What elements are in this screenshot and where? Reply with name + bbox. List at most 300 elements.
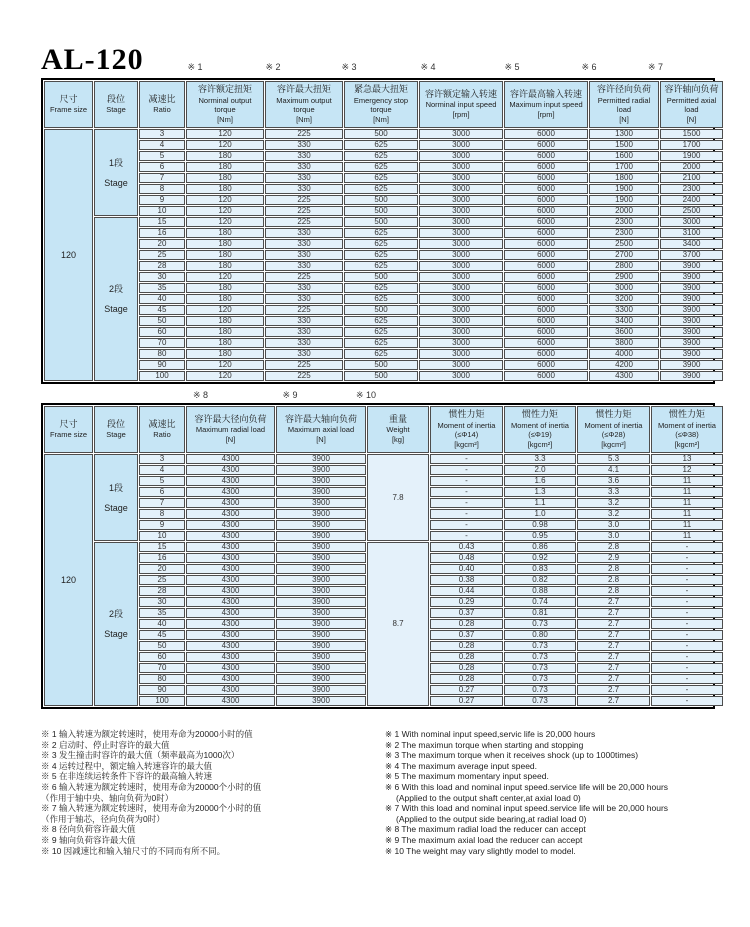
- value-cell: 0.43: [430, 542, 503, 552]
- value-cell: 0.27: [430, 696, 503, 706]
- ratio-cell: 6: [139, 162, 185, 172]
- column-header: 容许径向负荷 Permitted radial load [N]: [589, 81, 659, 128]
- value-cell: 225: [265, 217, 343, 227]
- value-cell: 2300: [589, 228, 659, 238]
- value-cell: 0.73: [504, 674, 576, 684]
- value-cell: 4300: [186, 619, 275, 629]
- stage-cell: 1段 Stage: [94, 454, 138, 541]
- value-cell: 3000: [660, 217, 723, 227]
- value-cell: 625: [344, 162, 418, 172]
- value-cell: 1900: [660, 151, 723, 161]
- value-cell: 180: [186, 239, 264, 249]
- ref-mark: ※ 10: [355, 390, 377, 400]
- value-cell: 4300: [186, 674, 275, 684]
- value-cell: 225: [265, 305, 343, 315]
- value-cell: 1.1: [504, 498, 576, 508]
- value-cell: 0.88: [504, 586, 576, 596]
- value-cell: 3000: [419, 162, 503, 172]
- note-line: ※ 8 The maximum radial load the reducer can accept: [385, 824, 586, 835]
- value-cell: 625: [344, 239, 418, 249]
- value-cell: 625: [344, 184, 418, 194]
- ratio-cell: 80: [139, 349, 185, 359]
- value-cell: 6000: [504, 349, 588, 359]
- value-cell: 0.28: [430, 652, 503, 662]
- value-cell: 6000: [504, 184, 588, 194]
- ref-mark: ※ 3: [341, 62, 357, 72]
- value-cell: -: [651, 553, 723, 563]
- value-cell: 4300: [186, 630, 275, 640]
- note-line: ※ 9 The maximum axial load the reducer can accept: [385, 834, 583, 845]
- note-line: ※ 7 With this load and nominal input speed.service life will be 20,000 hours: [385, 803, 669, 814]
- value-cell: 0.44: [430, 586, 503, 596]
- value-cell: 3900: [276, 663, 366, 673]
- value-cell: 3900: [276, 575, 366, 585]
- value-cell: 330: [265, 140, 343, 150]
- value-cell: 225: [265, 195, 343, 205]
- ratio-cell: 45: [139, 630, 185, 640]
- value-cell: 3000: [419, 250, 503, 260]
- value-cell: 0.82: [504, 575, 576, 585]
- value-cell: 3900: [660, 360, 723, 370]
- note-line: ※ 6 输入转速为额定转速时，使用寿命为20000个小时的值: [41, 781, 262, 792]
- value-cell: -: [651, 597, 723, 607]
- value-cell: 6000: [504, 228, 588, 238]
- value-cell: 180: [186, 250, 264, 260]
- frame-size-cell: 120: [44, 129, 93, 381]
- value-cell: 180: [186, 316, 264, 326]
- value-cell: 500: [344, 272, 418, 282]
- value-cell: 500: [344, 371, 418, 381]
- value-cell: 0.73: [504, 696, 576, 706]
- ratio-cell: 16: [139, 553, 185, 563]
- value-cell: 11: [651, 498, 723, 508]
- column-header: 容许额定输入转速 Norminal input speed [rpm]: [419, 81, 503, 128]
- ref-mark: ※ 5: [504, 62, 520, 72]
- value-cell: 180: [186, 228, 264, 238]
- value-cell: 0.92: [504, 553, 576, 563]
- value-cell: 0.28: [430, 663, 503, 673]
- value-cell: 180: [186, 184, 264, 194]
- value-cell: 3.0: [577, 531, 650, 541]
- value-cell: 2.7: [577, 652, 650, 662]
- value-cell: 3100: [660, 228, 723, 238]
- value-cell: 180: [186, 261, 264, 271]
- value-cell: 3900: [660, 283, 723, 293]
- value-cell: 3000: [419, 272, 503, 282]
- value-cell: 1300: [589, 129, 659, 139]
- value-cell: 330: [265, 294, 343, 304]
- weight-cell: 7.8: [367, 454, 429, 541]
- column-header: 重量 Weight [kg]: [367, 406, 429, 453]
- value-cell: 4300: [186, 597, 275, 607]
- value-cell: 4200: [589, 360, 659, 370]
- value-cell: -: [651, 696, 723, 706]
- column-header: 惯性力矩 Moment of inertia (≤Φ19) [kgcm²]: [504, 406, 576, 453]
- value-cell: 3000: [419, 217, 503, 227]
- value-cell: 2.7: [577, 674, 650, 684]
- value-cell: 2.8: [577, 564, 650, 574]
- column-header: 紧急最大扭矩 Emergency stop torque [Nm]: [344, 81, 418, 128]
- value-cell: 3900: [276, 597, 366, 607]
- ratio-cell: 9: [139, 195, 185, 205]
- value-cell: 3000: [419, 129, 503, 139]
- value-cell: 1500: [589, 140, 659, 150]
- value-cell: 330: [265, 316, 343, 326]
- note-line: ※ 3 The maximum torque when it receives shock (up to 1000times): [385, 750, 639, 761]
- value-cell: 3900: [276, 641, 366, 651]
- value-cell: 4300: [186, 652, 275, 662]
- note-line: ※ 10 The weight may vary slightly model to model.: [385, 845, 576, 856]
- value-cell: 3900: [660, 272, 723, 282]
- value-cell: 120: [186, 129, 264, 139]
- ratio-cell: 15: [139, 542, 185, 552]
- value-cell: 625: [344, 349, 418, 359]
- table1-wrapper: [41, 78, 719, 384]
- value-cell: 6000: [504, 129, 588, 139]
- value-cell: 625: [344, 294, 418, 304]
- value-cell: -: [651, 663, 723, 673]
- value-cell: 3800: [589, 338, 659, 348]
- value-cell: 330: [265, 239, 343, 249]
- column-header: 减速比 Ratio: [139, 81, 185, 128]
- value-cell: 180: [186, 283, 264, 293]
- value-cell: 3000: [419, 228, 503, 238]
- value-cell: 0.29: [430, 597, 503, 607]
- ratio-cell: 6: [139, 487, 185, 497]
- value-cell: 330: [265, 173, 343, 183]
- value-cell: 3.6: [577, 476, 650, 486]
- value-cell: 500: [344, 305, 418, 315]
- value-cell: 120: [186, 217, 264, 227]
- value-cell: 2.7: [577, 663, 650, 673]
- value-cell: 3000: [419, 239, 503, 249]
- value-cell: 120: [186, 206, 264, 216]
- value-cell: 3.2: [577, 509, 650, 519]
- value-cell: -: [430, 509, 503, 519]
- value-cell: 6000: [504, 272, 588, 282]
- value-cell: -: [430, 465, 503, 475]
- value-cell: 3000: [419, 140, 503, 150]
- value-cell: 625: [344, 261, 418, 271]
- value-cell: 2.8: [577, 542, 650, 552]
- value-cell: 2500: [589, 239, 659, 249]
- value-cell: 11: [651, 487, 723, 497]
- value-cell: 330: [265, 151, 343, 161]
- value-cell: 0.37: [430, 608, 503, 618]
- value-cell: 3900: [276, 685, 366, 695]
- value-cell: 6000: [504, 294, 588, 304]
- ratio-cell: 60: [139, 652, 185, 662]
- value-cell: 2000: [589, 206, 659, 216]
- value-cell: 3200: [589, 294, 659, 304]
- ratio-cell: 40: [139, 294, 185, 304]
- ratio-cell: 60: [139, 327, 185, 337]
- value-cell: 625: [344, 316, 418, 326]
- value-cell: 625: [344, 151, 418, 161]
- value-cell: 2900: [589, 272, 659, 282]
- value-cell: 4300: [186, 553, 275, 563]
- value-cell: 0.27: [430, 685, 503, 695]
- stage-cell: 2段 Stage: [94, 542, 138, 706]
- ref-mark: ※ 4: [420, 62, 436, 72]
- ratio-cell: 20: [139, 239, 185, 249]
- value-cell: 3900: [276, 520, 366, 530]
- value-cell: 3000: [419, 327, 503, 337]
- value-cell: 3000: [419, 283, 503, 293]
- value-cell: 6000: [504, 151, 588, 161]
- ref-mark: ※ 7: [647, 62, 664, 72]
- value-cell: -: [430, 520, 503, 530]
- column-header: 容许最高输入转速 Maximum input speed [rpm]: [504, 81, 588, 128]
- ratio-cell: 35: [139, 283, 185, 293]
- value-cell: 3000: [419, 261, 503, 271]
- value-cell: 2.7: [577, 608, 650, 618]
- value-cell: 2000: [660, 162, 723, 172]
- value-cell: 2.7: [577, 630, 650, 640]
- note-line: ※ 1 输入转速为额定转速时，使用寿命为20000小时的值: [41, 729, 253, 739]
- value-cell: 3900: [660, 338, 723, 348]
- column-header: 惯性力矩 Moment of inertia (≤Φ38) [kgcm²]: [651, 406, 723, 453]
- value-cell: 500: [344, 206, 418, 216]
- value-cell: 180: [186, 327, 264, 337]
- ratio-cell: 3: [139, 454, 185, 464]
- value-cell: -: [430, 454, 503, 464]
- note-line: ※ 7 输入转速为额定转速时，使用寿命为20000个小时的值: [41, 803, 262, 814]
- value-cell: 0.98: [504, 520, 576, 530]
- value-cell: 6000: [504, 327, 588, 337]
- value-cell: 120: [186, 305, 264, 315]
- value-cell: 3600: [589, 327, 659, 337]
- value-cell: -: [651, 619, 723, 629]
- value-cell: 330: [265, 162, 343, 172]
- note-line: ※ 8 径向负荷容许最大值: [41, 824, 136, 835]
- ref-mark: ※ 1: [187, 62, 203, 72]
- value-cell: 225: [265, 129, 343, 139]
- note-line: ※ 4 运转过程中，额定输入转速容许的最大值: [41, 760, 212, 771]
- value-cell: 3000: [419, 371, 503, 381]
- ratio-cell: 7: [139, 498, 185, 508]
- value-cell: 3000: [419, 184, 503, 194]
- ratio-cell: 50: [139, 641, 185, 651]
- value-cell: 3.0: [577, 520, 650, 530]
- torque-speed-table: [43, 80, 724, 382]
- value-cell: 6000: [504, 162, 588, 172]
- value-cell: 0.37: [430, 630, 503, 640]
- value-cell: 3000: [419, 360, 503, 370]
- value-cell: 330: [265, 327, 343, 337]
- value-cell: 3900: [660, 316, 723, 326]
- ratio-cell: 45: [139, 305, 185, 315]
- value-cell: 4300: [186, 663, 275, 673]
- ref-mark: ※ 8: [192, 390, 209, 400]
- value-cell: 2.7: [577, 641, 650, 651]
- value-cell: -: [651, 674, 723, 684]
- value-cell: 4300: [186, 564, 275, 574]
- ratio-cell: 8: [139, 509, 185, 519]
- value-cell: 0.95: [504, 531, 576, 541]
- ref-mark: ※ 2: [265, 62, 281, 72]
- value-cell: 0.28: [430, 641, 503, 651]
- note-line: ※ 6 With this load and nominal input speed.service life will be 20,000 hours: [385, 781, 669, 792]
- value-cell: 2500: [660, 206, 723, 216]
- value-cell: 6000: [504, 316, 588, 326]
- note-line: ※ 10 因减速比和输入轴尺寸的不同而有所不同。: [41, 845, 226, 856]
- column-header: 容许额定扭矩 Norminal output torque [Nm]: [186, 81, 264, 128]
- column-header: 容许最大扭矩 Maximum output torque [Nm]: [265, 81, 343, 128]
- value-cell: 4000: [589, 349, 659, 359]
- value-cell: 3900: [276, 454, 366, 464]
- ref-mark: ※ 6: [581, 62, 597, 72]
- ratio-cell: 7: [139, 173, 185, 183]
- value-cell: 4300: [186, 575, 275, 585]
- value-cell: 6000: [504, 140, 588, 150]
- value-cell: 625: [344, 338, 418, 348]
- ratio-cell: 30: [139, 597, 185, 607]
- value-cell: 3900: [276, 630, 366, 640]
- value-cell: 120: [186, 195, 264, 205]
- value-cell: 6000: [504, 360, 588, 370]
- footnotes: [41, 729, 711, 856]
- value-cell: 0.73: [504, 663, 576, 673]
- value-cell: 0.80: [504, 630, 576, 640]
- value-cell: 500: [344, 217, 418, 227]
- value-cell: 1600: [589, 151, 659, 161]
- value-cell: 330: [265, 283, 343, 293]
- value-cell: 330: [265, 338, 343, 348]
- value-cell: 3900: [660, 349, 723, 359]
- column-header: 段位 Stage: [94, 81, 138, 128]
- value-cell: 0.73: [504, 685, 576, 695]
- ratio-cell: 10: [139, 206, 185, 216]
- value-cell: 1.3: [504, 487, 576, 497]
- value-cell: 1.0: [504, 509, 576, 519]
- value-cell: 4300: [186, 487, 275, 497]
- ratio-cell: 40: [139, 619, 185, 629]
- column-header: 容许最大轴向负荷 Maximum axial load [N]: [276, 406, 366, 453]
- value-cell: 0.40: [430, 564, 503, 574]
- note-line: ※ 9 轴向负荷容许最大值: [41, 834, 136, 845]
- value-cell: 6000: [504, 371, 588, 381]
- value-cell: 0.73: [504, 652, 576, 662]
- frame-size-cell: 120: [44, 454, 93, 706]
- value-cell: 180: [186, 173, 264, 183]
- value-cell: 3400: [589, 316, 659, 326]
- value-cell: 3700: [660, 250, 723, 260]
- value-cell: 4300: [186, 465, 275, 475]
- value-cell: 625: [344, 283, 418, 293]
- value-cell: 625: [344, 250, 418, 260]
- value-cell: -: [651, 542, 723, 552]
- ratio-cell: 100: [139, 371, 185, 381]
- value-cell: 180: [186, 162, 264, 172]
- value-cell: 0.73: [504, 619, 576, 629]
- value-cell: 3900: [660, 327, 723, 337]
- value-cell: 3900: [276, 487, 366, 497]
- ratio-cell: 28: [139, 586, 185, 596]
- value-cell: 3900: [660, 371, 723, 381]
- value-cell: 2.7: [577, 685, 650, 695]
- value-cell: 3000: [589, 283, 659, 293]
- value-cell: 4300: [186, 542, 275, 552]
- value-cell: 330: [265, 228, 343, 238]
- value-cell: 330: [265, 184, 343, 194]
- value-cell: 225: [265, 272, 343, 282]
- ratio-cell: 90: [139, 360, 185, 370]
- value-cell: 3900: [276, 498, 366, 508]
- value-cell: 625: [344, 140, 418, 150]
- value-cell: -: [651, 586, 723, 596]
- value-cell: 4300: [589, 371, 659, 381]
- value-cell: 500: [344, 129, 418, 139]
- value-cell: 2.7: [577, 696, 650, 706]
- note-line: ※ 5 在非连续运转条件下容许的最高输入转速: [41, 771, 212, 782]
- ratio-cell: 4: [139, 465, 185, 475]
- note-line: ※ 2 启动时、停止时容许的最大值: [41, 739, 170, 750]
- value-cell: 3900: [276, 465, 366, 475]
- value-cell: 3000: [419, 305, 503, 315]
- ratio-cell: 35: [139, 608, 185, 618]
- ratio-cell: 30: [139, 272, 185, 282]
- value-cell: 3000: [419, 338, 503, 348]
- note-line: (Applied to the output side bearing,at radial load 0): [396, 813, 587, 824]
- value-cell: 0.38: [430, 575, 503, 585]
- ref-mark: ※ 9: [282, 390, 298, 400]
- value-cell: 4300: [186, 685, 275, 695]
- value-cell: 3000: [419, 151, 503, 161]
- value-cell: 500: [344, 195, 418, 205]
- value-cell: 3.3: [577, 487, 650, 497]
- value-cell: 4300: [186, 498, 275, 508]
- column-header: 尺寸 Frame size: [44, 406, 93, 453]
- value-cell: 330: [265, 349, 343, 359]
- value-cell: 3.2: [577, 498, 650, 508]
- value-cell: 3900: [276, 674, 366, 684]
- value-cell: 0.81: [504, 608, 576, 618]
- ratio-cell: 5: [139, 476, 185, 486]
- value-cell: 3900: [276, 586, 366, 596]
- value-cell: 180: [186, 349, 264, 359]
- value-cell: 3000: [419, 195, 503, 205]
- ratio-cell: 3: [139, 129, 185, 139]
- value-cell: 1900: [589, 184, 659, 194]
- value-cell: 2800: [589, 261, 659, 271]
- value-cell: 2100: [660, 173, 723, 183]
- value-cell: 4.1: [577, 465, 650, 475]
- note-line: （作用于轴中央、轴向负荷为0时）: [41, 792, 174, 803]
- value-cell: -: [651, 608, 723, 618]
- value-cell: 6000: [504, 206, 588, 216]
- footnotes-english: [385, 729, 711, 856]
- value-cell: 1.6: [504, 476, 576, 486]
- value-cell: 2300: [589, 217, 659, 227]
- ratio-cell: 5: [139, 151, 185, 161]
- value-cell: 3900: [276, 531, 366, 541]
- value-cell: 6000: [504, 239, 588, 249]
- ratio-cell: 4: [139, 140, 185, 150]
- value-cell: -: [651, 652, 723, 662]
- value-cell: 120: [186, 371, 264, 381]
- value-cell: 3.3: [504, 454, 576, 464]
- value-cell: 5.3: [577, 454, 650, 464]
- value-cell: 4300: [186, 531, 275, 541]
- value-cell: 4300: [186, 476, 275, 486]
- value-cell: 3900: [276, 652, 366, 662]
- value-cell: 625: [344, 228, 418, 238]
- value-cell: 3900: [276, 564, 366, 574]
- note-line: ※ 3 发生撞击时容许的最大值（频率最高为1000次）: [41, 750, 240, 761]
- value-cell: 12: [651, 465, 723, 475]
- stage-cell: 2段 Stage: [94, 217, 138, 381]
